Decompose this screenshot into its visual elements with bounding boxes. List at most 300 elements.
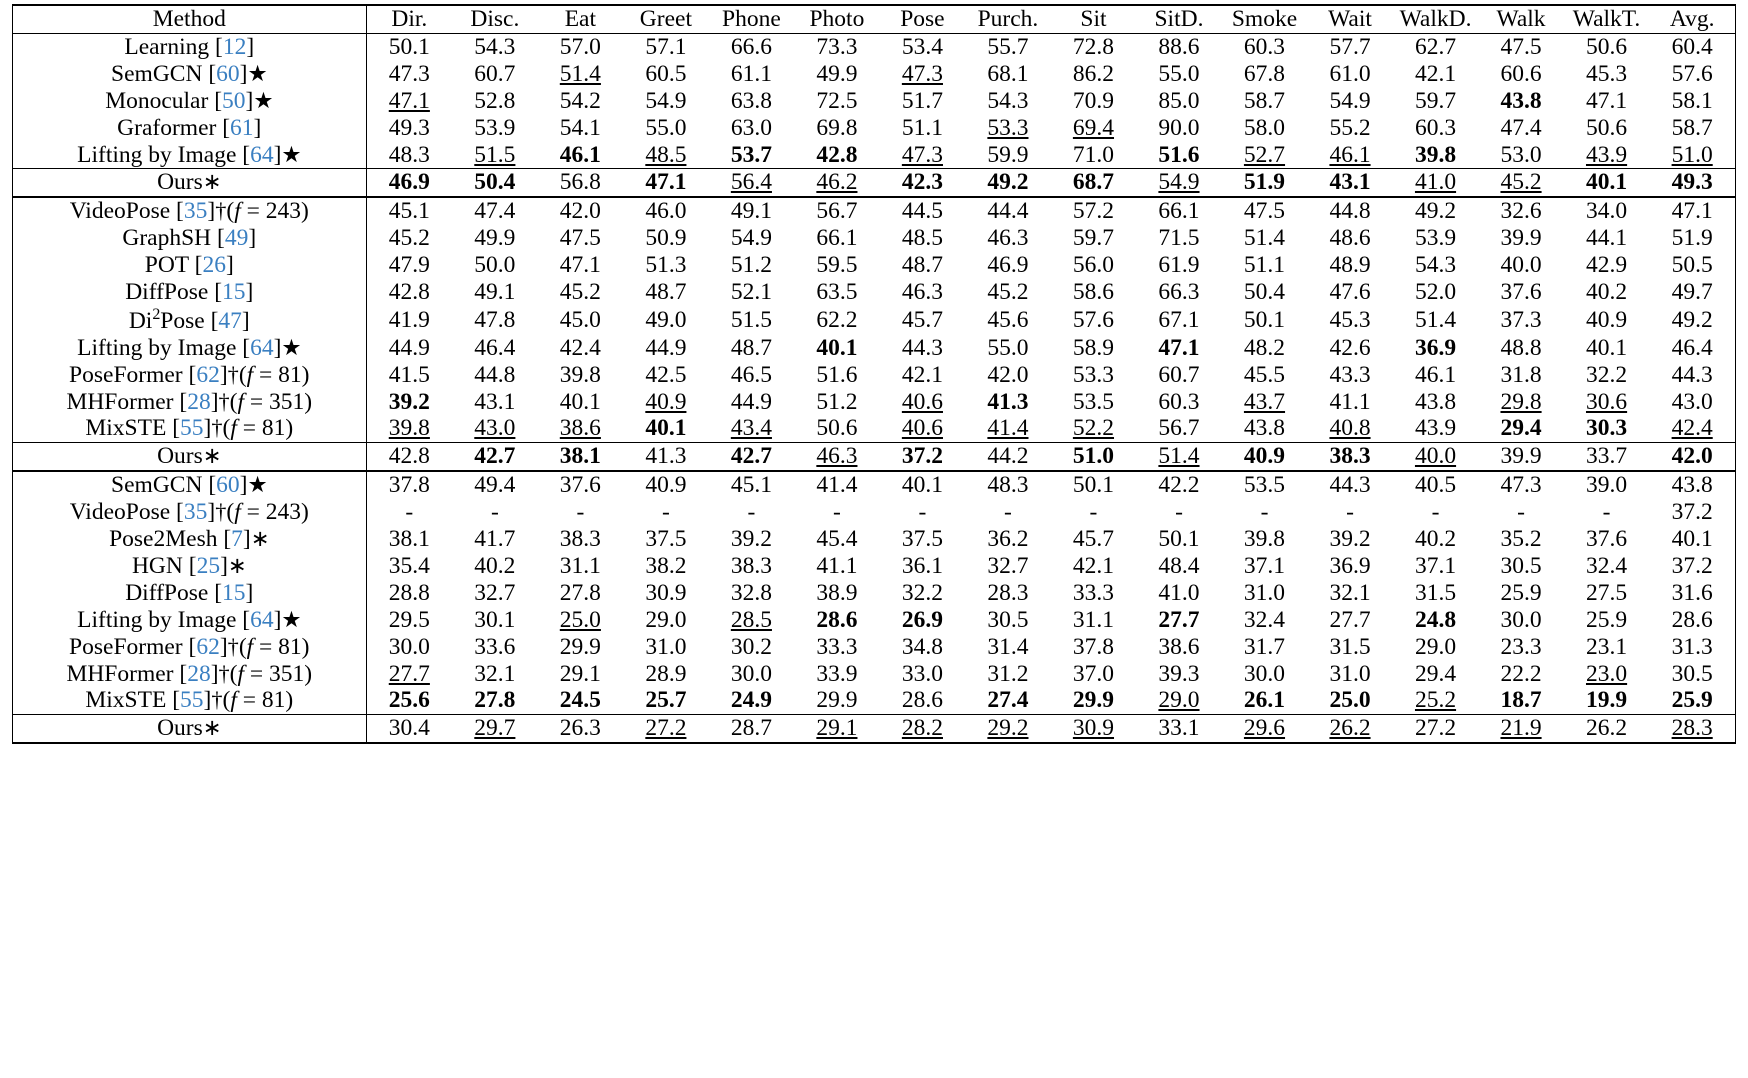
table-cell: 37.5 xyxy=(645,526,687,553)
table-cell: 40.1 xyxy=(1585,334,1628,361)
citation-link[interactable]: 15 xyxy=(222,279,246,306)
table-cell: 42.0 xyxy=(987,361,1029,388)
table-cell: 37.6 xyxy=(1500,279,1542,306)
table-cell: 44.3 xyxy=(1671,361,1713,388)
table-cell: 29.5 xyxy=(366,607,452,634)
table-row xyxy=(13,279,1736,306)
table-cell: 60.5 xyxy=(645,60,687,87)
table-cell: 49.3 xyxy=(1649,169,1735,197)
table-cell: 43.0 xyxy=(1671,388,1713,415)
table-cell: 69.4 xyxy=(1072,114,1115,141)
table-row xyxy=(13,33,1736,60)
table-cell: 47.3 xyxy=(901,141,943,168)
table-cell: 55.0 xyxy=(1158,60,1200,87)
table-cell: 50.6 xyxy=(1585,114,1628,141)
table-cell: 48.7 xyxy=(730,334,772,361)
table-cell: 55.7 xyxy=(965,33,1051,60)
table-cell: - xyxy=(661,499,670,526)
table-cell: 48.4 xyxy=(1158,552,1200,579)
table-cell: 60.3 xyxy=(1222,33,1308,60)
table-cell: 31.0 xyxy=(645,633,687,660)
table-cell: 88.6 xyxy=(1136,33,1222,60)
table-cell: 47.1 xyxy=(1585,87,1628,114)
table-cell: 54.9 xyxy=(1329,87,1371,114)
table-cell: 53.9 xyxy=(1414,225,1457,252)
table-cell: 49.2 xyxy=(965,169,1051,197)
citation-link[interactable]: 50 xyxy=(222,87,246,114)
method-name-cell: Lifting by Image [64]★ xyxy=(77,141,302,168)
table-cell: 53.9 xyxy=(474,114,516,141)
table-cell: 37.5 xyxy=(901,526,943,553)
table-body xyxy=(13,5,1736,743)
table-cell: 43.8 xyxy=(1243,415,1286,442)
table-cell: 39.9 xyxy=(1500,225,1542,252)
column-header: Eat xyxy=(538,5,624,33)
table-cell: 43.7 xyxy=(1243,388,1286,415)
table-cell: 41.3 xyxy=(987,388,1029,415)
table-cell: 48.9 xyxy=(1329,252,1371,279)
table-cell: 51.0 xyxy=(1671,141,1713,168)
table-cell: 38.1 xyxy=(366,526,452,553)
method-name-cell: Learning [12] xyxy=(13,33,367,60)
citation-link[interactable]: 25 xyxy=(196,552,221,579)
table-cell: 30.1 xyxy=(474,606,516,633)
table-cell: 44.5 xyxy=(880,197,966,225)
table-cell: 46.9 xyxy=(987,252,1029,279)
column-header: Greet xyxy=(623,5,709,33)
table-cell: 53.3 xyxy=(987,114,1029,141)
table-cell: 37.6 xyxy=(538,471,624,499)
table-cell: 51.4 xyxy=(1414,306,1457,333)
method-name-cell: POT [26] xyxy=(144,252,234,279)
table-cell: 40.9 xyxy=(1585,306,1628,333)
table-cell: - xyxy=(1602,499,1611,526)
table-row xyxy=(13,526,1736,553)
method-label: POT xyxy=(144,252,195,279)
table-cell: 53.3 xyxy=(1072,361,1115,388)
column-header: WalkT. xyxy=(1564,5,1650,33)
table-cell: 29.1 xyxy=(794,715,880,743)
method-label: MixSTE xyxy=(85,687,173,714)
method-name-cell xyxy=(13,169,367,197)
table-row xyxy=(13,661,1736,688)
table-cell: 22.2 xyxy=(1500,660,1542,687)
table-cell: 31.8 xyxy=(1500,361,1542,388)
table-cell: 47.1 xyxy=(1649,197,1735,225)
table-cell: 48.5 xyxy=(645,141,687,168)
table-cell: 57.6 xyxy=(1671,60,1713,87)
table-cell: 43.8 xyxy=(1649,471,1735,499)
table-row xyxy=(13,415,1736,442)
table-cell: 32.2 xyxy=(1585,361,1628,388)
table-cell: 46.5 xyxy=(730,361,772,388)
table-cell: 48.8 xyxy=(1500,334,1542,361)
table-cell: 33.1 xyxy=(1136,715,1222,743)
table-cell: 32.4 xyxy=(1585,552,1628,579)
table-cell: 28.6 xyxy=(901,687,943,714)
citation-link[interactable]: 28 xyxy=(187,660,211,687)
table-cell: 26.3 xyxy=(538,715,624,743)
method-name-cell: GraphSH [49] xyxy=(122,225,257,252)
table-cell: 32.6 xyxy=(1478,197,1564,225)
method-label: PoseFormer xyxy=(69,361,189,388)
table-cell: 28.8 xyxy=(366,580,452,607)
method-name-cell: HGN [25]∗ xyxy=(131,552,247,579)
table-cell: 48.7 xyxy=(645,279,687,306)
table-cell: 44.8 xyxy=(1307,197,1393,225)
table-cell: 45.1 xyxy=(366,197,452,225)
table-cell: 51.9 xyxy=(1671,225,1713,252)
table-cell: 51.3 xyxy=(645,252,687,279)
frame-count: (f = 81) xyxy=(238,633,310,660)
table-cell: 46.4 xyxy=(1671,334,1713,361)
frame-count: (f = 351) xyxy=(229,388,313,415)
table-cell: 40.1 xyxy=(1564,169,1650,197)
table-cell: 56.0 xyxy=(1072,252,1115,279)
table-cell: 36.1 xyxy=(901,552,943,579)
table-cell: 56.4 xyxy=(709,169,795,197)
table-cell: 46.1 xyxy=(1329,141,1371,168)
citation-link[interactable]: 7 xyxy=(231,526,243,553)
table-cell: 55.2 xyxy=(1329,114,1371,141)
table-cell: 26.2 xyxy=(1564,715,1650,743)
table-cell: 68.7 xyxy=(1051,169,1137,197)
table-cell: 43.9 xyxy=(1414,415,1457,442)
table-cell: 38.9 xyxy=(816,579,858,606)
table-cell: 32.7 xyxy=(987,552,1029,579)
table-cell: 27.7 xyxy=(366,661,452,688)
method-name-cell: MHFormer [28]†(f = 351) xyxy=(66,660,313,687)
table-cell: 25.2 xyxy=(1414,687,1457,714)
table-cell: 46.0 xyxy=(623,197,709,225)
method-name-cell: PoseFormer [62]†(f = 81) xyxy=(69,361,310,388)
table-cell: 29.9 xyxy=(559,633,601,660)
table-cell: 43.1 xyxy=(1307,169,1393,197)
method-name-cell: Lifting by Image [64]★ xyxy=(77,334,302,361)
table-cell: - xyxy=(1175,499,1183,526)
table-cell: 50.1 xyxy=(1243,306,1286,333)
table-cell: 53.0 xyxy=(1500,141,1542,168)
table-cell: 47.5 xyxy=(1478,33,1564,60)
table-cell: 31.2 xyxy=(987,660,1029,687)
table-cell: 29.7 xyxy=(452,715,538,743)
table-cell: 50.6 xyxy=(816,415,858,442)
table-cell: 44.3 xyxy=(901,334,943,361)
table-cell: 32.8 xyxy=(730,579,772,606)
table-cell: 40.1 xyxy=(880,471,966,499)
table-cell: 31.3 xyxy=(1671,633,1713,660)
citation-link[interactable]: 12 xyxy=(222,33,247,60)
table-cell: - xyxy=(747,499,756,526)
table-cell: - xyxy=(833,499,841,526)
table-cell: 42.6 xyxy=(1329,334,1371,361)
table-cell: 40.1 xyxy=(816,334,858,361)
table-cell: - xyxy=(1517,499,1525,526)
table-cell: 31.1 xyxy=(1072,606,1115,633)
table-cell: 42.0 xyxy=(1649,443,1735,471)
table-cell: 42.1 xyxy=(1414,60,1457,87)
table-cell: 44.1 xyxy=(1585,225,1628,252)
table-cell: 36.9 xyxy=(1329,552,1371,579)
table-cell: 28.2 xyxy=(880,715,966,743)
table-cell: 42.2 xyxy=(1136,471,1222,499)
table-cell: 59.7 xyxy=(1072,225,1115,252)
table-cell: 36.9 xyxy=(1414,334,1457,361)
method-name-cell: Pose2Mesh [7]∗ xyxy=(109,526,270,553)
table-cell: 41.4 xyxy=(794,471,880,499)
table-cell: 60.6 xyxy=(1500,60,1542,87)
table-cell: 28.7 xyxy=(709,715,795,743)
table-cell: 54.3 xyxy=(987,87,1029,114)
method-marker: ∗ xyxy=(202,715,222,741)
table-cell: 41.4 xyxy=(987,415,1029,442)
citation-link[interactable]: 55 xyxy=(180,415,204,442)
table-cell: 53.7 xyxy=(730,141,772,168)
table-cell: 63.5 xyxy=(816,279,858,306)
table-cell: 72.5 xyxy=(816,87,858,114)
table-cell: 27.2 xyxy=(1393,715,1479,743)
table-cell: 31.1 xyxy=(559,552,601,579)
table-cell: 28.6 xyxy=(1671,606,1713,633)
method-marker: ∗ xyxy=(250,526,270,552)
table-cell: 44.9 xyxy=(730,388,772,415)
table-cell: 45.1 xyxy=(709,471,795,499)
table-cell: 60.7 xyxy=(1158,361,1200,388)
method-marker: † xyxy=(218,660,230,686)
citation-link[interactable]: 28 xyxy=(187,388,211,415)
table-row xyxy=(13,553,1736,580)
citation-link[interactable]: 49 xyxy=(224,225,249,252)
citation-link[interactable]: 62 xyxy=(196,633,220,660)
citation-link[interactable]: 35 xyxy=(183,198,208,225)
method-name-cell: Graformer [61] xyxy=(117,114,262,141)
table-cell: - xyxy=(918,499,927,526)
table-cell: 57.2 xyxy=(1051,197,1137,225)
table-cell: 33.6 xyxy=(474,633,516,660)
citation-link[interactable]: 26 xyxy=(202,252,226,279)
citation-link[interactable]: 64 xyxy=(250,606,274,633)
table-cell: 31.5 xyxy=(1329,633,1371,660)
table-cell: 51.6 xyxy=(816,361,858,388)
table-cell: 56.7 xyxy=(1158,415,1200,442)
table-cell: 49.9 xyxy=(816,60,858,87)
table-cell: 90.0 xyxy=(1158,114,1200,141)
table-cell: 58.7 xyxy=(1671,114,1713,141)
table-row xyxy=(13,389,1736,416)
table-cell: 33.7 xyxy=(1564,443,1650,471)
table-cell: 45.7 xyxy=(901,306,943,333)
table-cell: 63.8 xyxy=(730,87,772,114)
table-cell: 51.1 xyxy=(1243,252,1286,279)
table-cell: 27.5 xyxy=(1585,579,1628,606)
table-row xyxy=(13,499,1736,526)
table-cell: 41.3 xyxy=(623,443,709,471)
table-cell: 50.0 xyxy=(474,252,516,279)
citation-link[interactable]: 35 xyxy=(183,499,208,526)
table-cell: 51.6 xyxy=(1158,141,1200,168)
table-cell: 57.7 xyxy=(1307,33,1393,60)
column-header: Smoke xyxy=(1222,5,1308,33)
table-cell: 31.5 xyxy=(1414,579,1457,606)
table-cell: 50.6 xyxy=(1564,33,1650,60)
table-cell: 30.6 xyxy=(1585,388,1628,415)
table-row xyxy=(13,715,1736,743)
table-cell: 19.9 xyxy=(1585,687,1628,714)
method-label: Learning xyxy=(124,33,216,60)
method-marker: † xyxy=(211,415,223,441)
table-cell: 73.3 xyxy=(794,33,880,60)
table-cell: 27.7 xyxy=(1329,606,1371,633)
citation-link[interactable]: 47 xyxy=(218,307,242,334)
column-header: Pose xyxy=(880,5,966,33)
table-cell: 42.8 xyxy=(366,279,452,306)
citation-link[interactable]: 64 xyxy=(250,141,274,168)
table-cell: 56.7 xyxy=(794,197,880,225)
table-cell: 39.3 xyxy=(1158,660,1200,687)
method-marker: ★ xyxy=(253,87,274,113)
table-cell: 61.1 xyxy=(730,60,772,87)
table-cell: 53.4 xyxy=(880,33,966,60)
table-cell: 42.3 xyxy=(880,169,966,197)
table-cell: 40.9 xyxy=(1222,443,1308,471)
table-cell: 38.6 xyxy=(1158,633,1200,660)
table-cell: 44.2 xyxy=(965,443,1051,471)
table-cell: 50.5 xyxy=(1671,252,1713,279)
table-header-row xyxy=(13,5,1736,33)
table-cell: 32.4 xyxy=(1243,606,1286,633)
table-cell: 28.3 xyxy=(987,579,1029,606)
table-cell: 66.3 xyxy=(1158,279,1200,306)
method-label: DiffPose xyxy=(125,579,215,606)
table-cell: 49.1 xyxy=(474,279,516,306)
citation-link[interactable]: 55 xyxy=(180,687,204,714)
method-label: Lifting by Image xyxy=(77,334,243,361)
citation-link[interactable]: 61 xyxy=(230,114,254,141)
method-label: VideoPose xyxy=(69,499,177,526)
table-cell: 25.6 xyxy=(366,687,452,714)
table-cell: 27.4 xyxy=(987,687,1029,714)
table-cell: 59.5 xyxy=(816,252,858,279)
table-cell: 41.5 xyxy=(366,362,452,389)
table-cell: 30.9 xyxy=(1051,715,1137,743)
method-marker: † xyxy=(215,499,227,525)
table-row xyxy=(13,88,1736,115)
table-cell: 49.1 xyxy=(709,197,795,225)
citation-link[interactable]: 62 xyxy=(196,361,220,388)
table-cell: 47.1 xyxy=(559,252,601,279)
table-cell: 39.2 xyxy=(730,526,772,553)
table-cell: 29.0 xyxy=(1414,633,1457,660)
table-cell: 21.9 xyxy=(1478,715,1564,743)
table-cell: 53.5 xyxy=(1072,388,1115,415)
table-cell: 29.4 xyxy=(1414,660,1457,687)
table-cell: 31.7 xyxy=(1243,633,1286,660)
table-cell: 60.3 xyxy=(1158,388,1200,415)
method-label: Ours xyxy=(157,443,203,470)
table-cell: 51.0 xyxy=(1051,443,1137,471)
table-cell: 39.9 xyxy=(1478,443,1564,471)
table-cell: 44.9 xyxy=(366,335,452,362)
table-cell: 31.0 xyxy=(1243,579,1286,606)
table-cell: 46.4 xyxy=(474,334,516,361)
table-row xyxy=(13,362,1736,389)
table-cell: 27.7 xyxy=(1158,606,1200,633)
table-cell: 30.0 xyxy=(730,660,772,687)
citation-link[interactable]: 60 xyxy=(216,60,240,87)
table-cell: 55.0 xyxy=(987,334,1029,361)
table-cell: 23.1 xyxy=(1585,633,1628,660)
frame-count: (f = 243) xyxy=(226,499,309,526)
table-cell: 37.2 xyxy=(1671,552,1713,579)
table-cell: 51.2 xyxy=(816,388,858,415)
table-cell: 37.2 xyxy=(880,443,966,471)
table-cell: 40.6 xyxy=(901,388,943,415)
table-row xyxy=(13,197,1736,225)
table-cell: 45.3 xyxy=(1329,306,1371,333)
table-cell: 49.7 xyxy=(1671,279,1713,306)
table-cell: 69.8 xyxy=(816,114,858,141)
table-cell: 38.3 xyxy=(730,552,772,579)
table-cell: 66.1 xyxy=(1136,197,1222,225)
table-cell: 56.8 xyxy=(538,169,624,197)
table-cell: 50.4 xyxy=(452,169,538,197)
table-cell: 46.3 xyxy=(901,279,943,306)
table-cell: 38.6 xyxy=(559,415,601,442)
table-cell: 35.2 xyxy=(1500,526,1542,553)
method-label: Ours xyxy=(157,169,203,196)
frame-count: (f = 81) xyxy=(222,687,294,714)
table-cell: 42.7 xyxy=(452,443,538,471)
table-cell: 25.9 xyxy=(1585,606,1628,633)
table-cell: 29.0 xyxy=(1158,687,1200,714)
method-label: Ours xyxy=(157,715,203,742)
table-cell: 43.8 xyxy=(1500,87,1542,114)
table-cell: 51.9 xyxy=(1222,169,1308,197)
table-cell: 43.1 xyxy=(474,388,516,415)
table-cell: - xyxy=(366,499,452,526)
table-cell: 39.2 xyxy=(1329,526,1371,553)
table-cell: 49.3 xyxy=(366,115,452,142)
citation-link[interactable]: 15 xyxy=(222,579,246,606)
table-cell: 40.9 xyxy=(645,388,687,415)
table-cell: 44.9 xyxy=(645,334,687,361)
method-label: Pose2Mesh xyxy=(109,526,224,553)
table-cell: 85.0 xyxy=(1158,87,1200,114)
table-cell: 54.2 xyxy=(559,87,601,114)
table-row xyxy=(13,115,1736,142)
method-label: Graformer xyxy=(117,114,223,141)
table-row xyxy=(13,580,1736,607)
citation-link[interactable]: 64 xyxy=(250,334,274,361)
table-cell: 54.3 xyxy=(1414,252,1457,279)
table-cell: 47.1 xyxy=(1158,334,1200,361)
table-cell: 43.9 xyxy=(1585,141,1628,168)
table-cell: 47.6 xyxy=(1329,279,1371,306)
table-cell: 48.2 xyxy=(1243,334,1286,361)
method-label: Monocular xyxy=(105,87,215,114)
table-cell: 29.4 xyxy=(1500,415,1542,442)
table-cell: 48.3 xyxy=(366,142,452,169)
table-cell: 43.8 xyxy=(1414,388,1457,415)
citation-link[interactable]: 60 xyxy=(216,472,240,499)
table-cell: 52.2 xyxy=(1072,415,1115,442)
column-header: Dir. xyxy=(366,5,452,33)
table-cell: 42.5 xyxy=(645,361,687,388)
table-cell: 60.7 xyxy=(474,60,516,87)
table-cell: - xyxy=(490,499,499,526)
table-cell: 40.0 xyxy=(1500,252,1542,279)
table-cell: 43.0 xyxy=(474,415,516,442)
